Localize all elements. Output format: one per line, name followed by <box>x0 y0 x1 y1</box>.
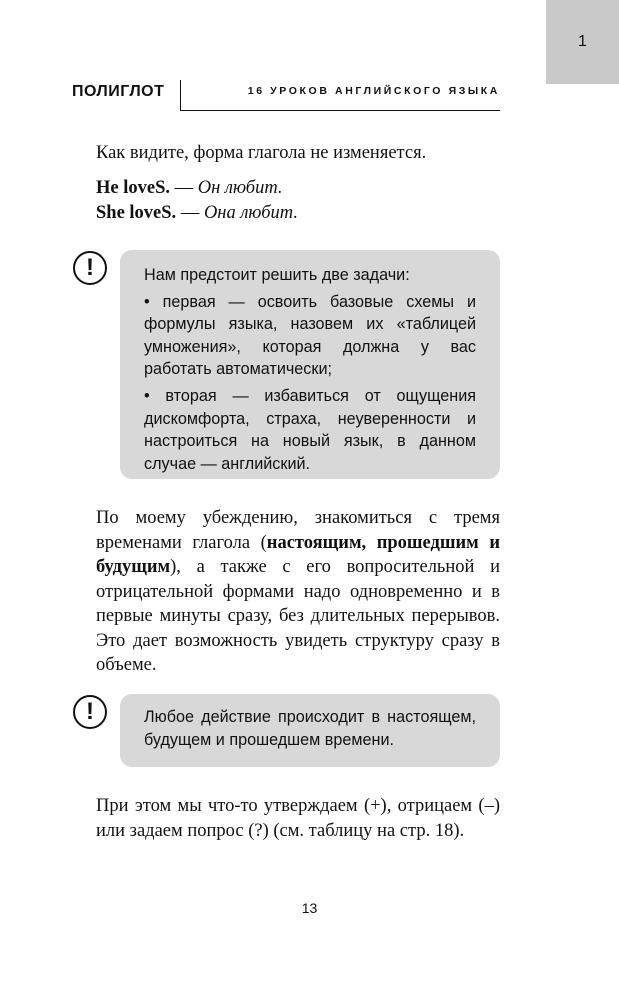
example-ru: Он любит. <box>197 178 283 198</box>
paragraph-text: По моему убеждению, знакомиться с тремя временами глагола ( <box>96 508 500 553</box>
page-header <box>72 78 500 112</box>
paragraph-affirm: При этом мы что-то утверждаем (+), отрицаем (–) или задаем попрос (?) (см. таблицу на стр. 18). <box>96 796 500 841</box>
example-line <box>96 176 500 201</box>
paragraph-tenses <box>96 506 500 678</box>
example-dash: — <box>176 202 204 223</box>
example-en: He loveS. <box>96 178 170 198</box>
example-en: She loveS. <box>96 202 177 223</box>
paragraph-bold: настоящим, прошедшим и будущим <box>96 532 500 577</box>
exclamation-icon: ! <box>73 251 107 285</box>
note-bullet: • первая — освоить базовые схемы и формулы языка, назовем их «таблицей умножения», которая должна у вас работать автоматически; <box>144 292 476 379</box>
note-intro: Нам предстоит решить две задачи: <box>144 266 410 284</box>
example-dash: — <box>170 178 198 198</box>
running-title: 16 УРОКОВ АНГЛИЙСКОГО ЯЗЫКА <box>247 85 500 97</box>
paragraph-intro: Как видите, форма глагола не изменяется. <box>96 143 427 163</box>
page-number: 13 <box>301 900 318 916</box>
note-box-action: Любое действие происходит в настоящем, будущем и прошедшем времени. <box>120 694 500 767</box>
brand-logo: ПОЛИГЛОТ <box>72 83 165 100</box>
note-bullet: • вторая — избавиться от ощущения дискомфорта, страха, неуверенности и настроиться на новый язык, в данном случае — английский. <box>144 386 476 473</box>
header-rule <box>180 110 500 111</box>
note-box-tasks <box>120 250 500 479</box>
chapter-tab: 1 <box>546 0 619 84</box>
example-ru: Она любит. <box>203 202 298 223</box>
example-block <box>96 176 500 225</box>
exclamation-icon: ! <box>73 695 107 729</box>
example-line <box>96 201 500 226</box>
header-divider <box>180 80 181 110</box>
paragraph-text: ), а также с его вопросительной и отрицательной формами надо одновременно и в первые минуты сразу, без длительных перерывов. Это дает возможность увидеть структуру сразу в объеме. <box>96 557 500 675</box>
